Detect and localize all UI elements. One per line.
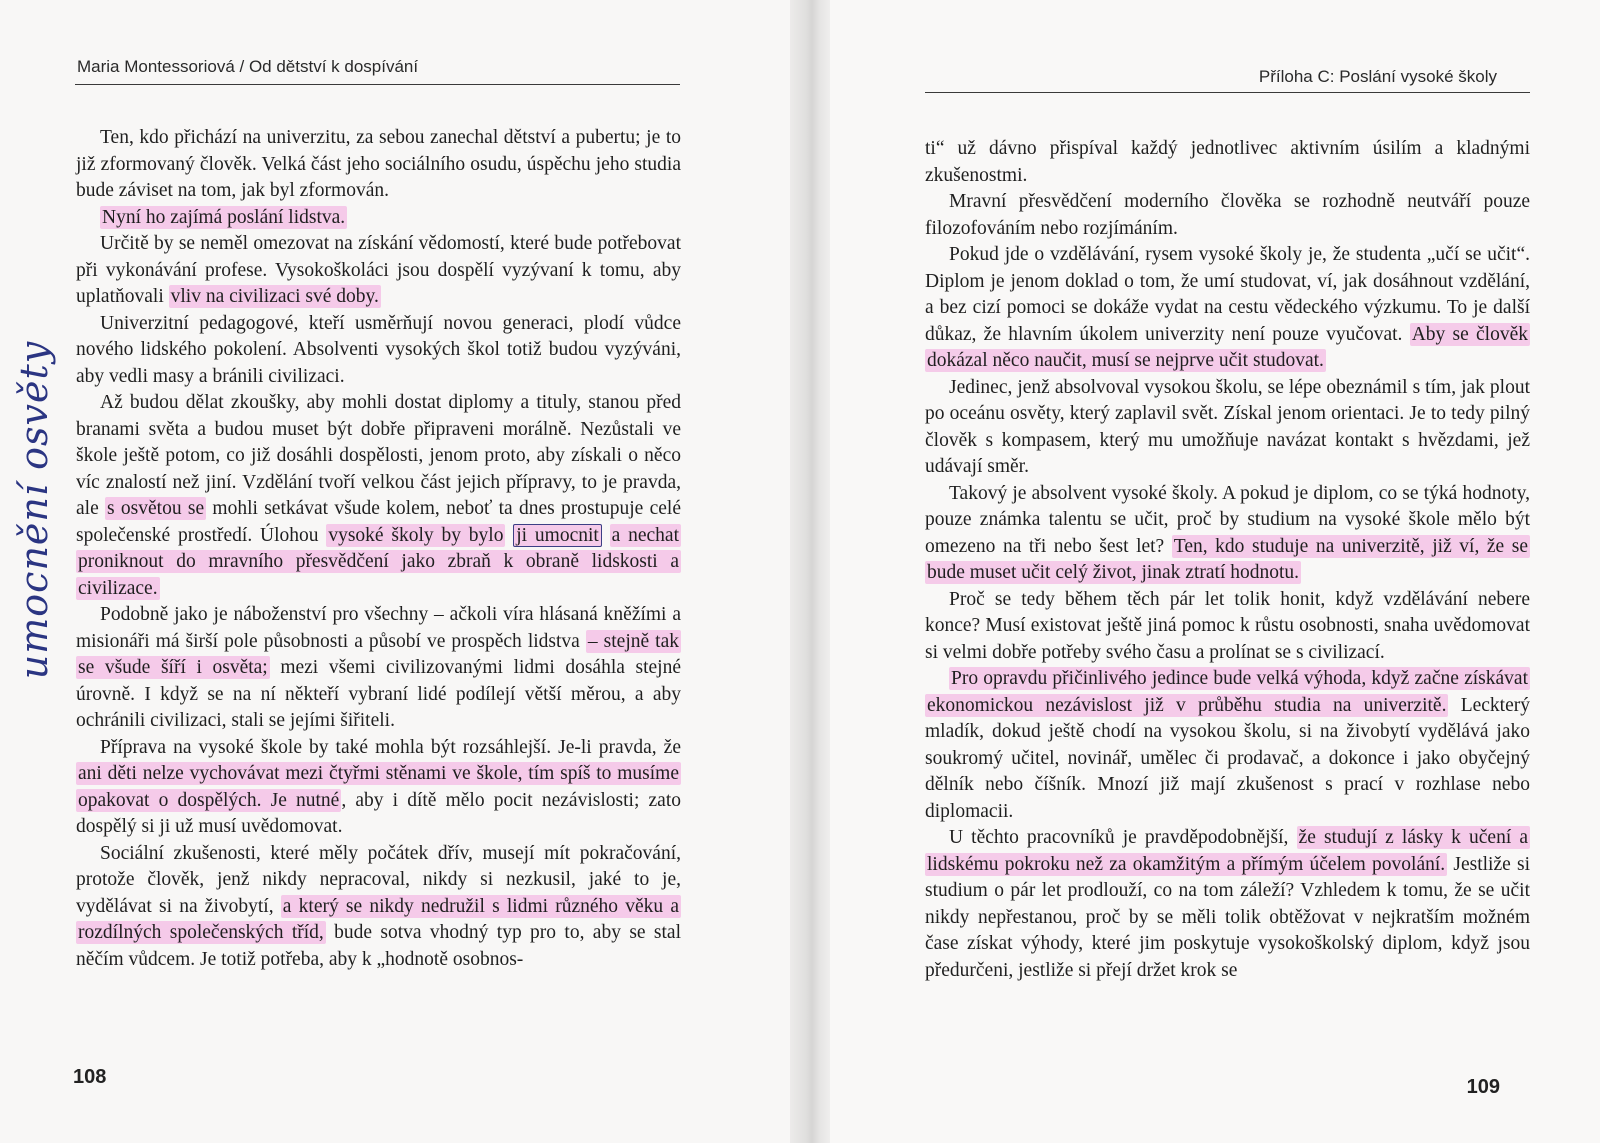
marginal-note-text: umocnění osvěty <box>12 340 56 680</box>
header-rule <box>75 84 680 85</box>
highlighted-text: a který se nikdy nedružil s lidmi různého věku a rozdílných společenských tříd, <box>78 895 679 943</box>
boxed-highlighted-text: ji umocnit <box>513 524 602 547</box>
highlighted-text: Ten, kdo studuje na univerzitě, již ví, že se bude muset učit celý život, jinak ztratí hodnotu. <box>927 535 1528 583</box>
paragraph: Příprava na vysoké škole by také mohla být rozsáhlejší. Je-li pravda, že ani děti nelze vychovávat mezi čtyřmi stěnami ve škole, tím spíš to musíme opakovat o dospělých. Je nutné , aby i dítě mělo pocit nezávislosti; zato dospělý si ji už musí uvědomovat. <box>76 736 681 837</box>
paragraph: Jedinec, jenž absolvoval vysokou školu, se lépe obeznámil s tím, jak plout po oceánu osvěty, který zaplavil svět. Získal jenom orientaci. Je to tedy pilný člověk s kompasem, který mu umožňuje navázat kontakt s hvězdami, jež udávají směr. <box>925 376 1530 477</box>
paragraph <box>76 205 681 232</box>
highlighted-text: s osvětou se <box>107 498 205 519</box>
paragraph: Proč se tedy během těch pár let tolik honit, když vzdělávání nebere konce? Musí existovat ještě jiná pomoc k růstu osobnosti, snaha uvědomovat si velmi dobře potřeby svého času a prolínat se s civilizací. <box>925 588 1530 663</box>
paragraph: Pokud jde o vzdělávání, rysem vysoké školy je, že studenta „učí se učit“. Diplom je jenom doklad o tom, že umí studovat, ví, jak dosáhnout vzdělání, a bez cizí pomoci se dokáže vydat na cestu vědeckého výzkumu. To je další důkaz, že hlavním úkolem univerzity není pouze vyučovat. Aby se člověk dokázal něco naučit, musí se nejprve učit studovat. <box>925 244 1530 371</box>
running-head: Maria Montessoriová / Od dětství k dospívání <box>77 57 419 76</box>
handwritten-marginal-note <box>4 340 64 680</box>
book-gutter <box>790 0 830 1143</box>
left-page <box>0 0 790 1143</box>
right-page <box>830 0 1600 1143</box>
highlighted-text: Pro opravdu přičinlivého jedince bude velká výhoda, když začne získávat ekonomickou nezávislost již v průběhu studia na univerzitě. <box>927 668 1528 716</box>
paragraph: Takový je absolvent vysoké školy. A pokud je diplom, co se týká hodnoty, pouze známka talentu se učit, proč by studium na vysoké škole mělo být omezeno na tři nebo šest let? Ten, kdo studuje na univerzitě, již ví, že se bude muset učit celý život, jinak ztratí hodnotu. <box>925 482 1530 583</box>
paragraph: Určitě by se neměl omezovat na získání vědomostí, které bude potřebovat při vykonávání profese. Vysokoškoláci jsou dospělí vyzývaní k tomu, aby uplatňovali vliv na civilizaci své doby. <box>76 233 681 307</box>
highlighted-text: ani děti nelze vychovávat mezi čtyřmi stěnami ve škole, tím spíš to musíme opakovat o dospělých. Je nutné <box>78 763 679 811</box>
highlighted-text: Nyní ho zajímá poslání lidstva. <box>102 206 346 228</box>
paragraph: Ten, kdo přichází na univerzitu, za sebou zanechal dětství a pubertu; je to již zformovaný člověk. Velká část jeho sociálního osudu, úspěchu jeho studia bude záviset na tom, jak byl zformován. <box>76 127 681 201</box>
highlighted-text: a nechat proniknout do mravního přesvědčení jako zbraň k obraně lidskosti a civilizace. <box>78 524 679 599</box>
paragraph: Pro opravdu přičinlivého jedince bude velká výhoda, když začne získávat ekonomickou nezávislost již v průběhu studia na univerzitě. Leckterý mladík, dokud ještě chodí na vysokou školu, si na živobytí vydělává jako soukromý učitel, novinář, umělec či prodavač, a dokonce i jako obyčejný dělník nebo číšník. Mnozí již mají zkušenost s prací v rozhlase nebo diplomacii. <box>925 668 1530 822</box>
right-page-body <box>925 136 1530 984</box>
paragraph: Sociální zkušenosti, které měly počátek dřív, musejí mít pokračování, protože člověk, jenž nikdy nepracoval, nikdy si nezkusil, jaké to je, vydělávat si na živobytí, a který se nikdy nedružil s lidmi různého věku a rozdílných společenských tříd, bude sotva vhodný typ pro to, aby se stal něčím vůdcem. Je totiž potřeba, aby k „hodnotě osobnos- <box>76 842 682 970</box>
paragraph: U těchto pracovníků je pravděpodobnější, že studují z lásky k učení a lidskému pokroku než za okamžitým a přímým účelem povolání. Jestliže si studium o pár let prodlouží, co na tom záleží? Vzhledem k tomu, že se učit nikdy nepřestanou, proč by se měli tolik obtěžovat v nejkratším možném čase získat výhody, které jim poskytuje vysokoškolský diplom, když jsou předurčeni, jestliže si přejí držet krok se <box>925 827 1530 981</box>
highlighted-text: vliv na civilizaci své doby. <box>170 286 379 307</box>
highlighted-text: – stejně tak se všude šíří i osvěta; <box>78 630 679 678</box>
paragraph: ti“ už dávno přispíval každý jednotlivec aktivním úsilím a kladnými zkušenostmi. <box>925 138 1530 186</box>
paragraph: Mravní přesvědčení moderního člověka se rozhodně neutváří pouze filozofováním nebo rozjímáním. <box>925 191 1530 239</box>
page-number: 109 <box>1466 1076 1500 1098</box>
paragraph: Až budou dělat zkoušky, aby mohli dostat diplomy a tituly, stanou před branami světa a budou muset být dobře připraveni morálně. Nezůstali ve škole ještě potom, co již dosáhli dospělosti, jenom proto, aby získali o něco víc znalostí než jiní. Vzdělání tvoří velkou část jejich přípravy, to je pravda, ale s osvětou se mohli setkávat všude kolem, neboť ta dnes prostupuje celé společenské prostředí. Úlohou vysoké školy by bylo ji umocnit a nechat proniknout do mravního přesvědčení jako zbraň k obraně lidskosti a civilizace. <box>76 392 681 599</box>
running-head: Příloha C: Poslání vysoké školy <box>1258 67 1497 86</box>
left-page-body <box>76 125 681 973</box>
header-rule <box>925 92 1530 93</box>
highlighted-text: že studují z lásky k učení a lidskému pokroku než za okamžitým a přímým účelem povolání. <box>927 827 1529 875</box>
highlighted-text: Aby se člověk dokázal něco naučit, musí se nejprve učit studovat. <box>927 323 1528 371</box>
page-number: 108 <box>73 1066 107 1088</box>
paragraph: Podobně jako je náboženství pro všechny – ačkoli víra hlásaná kněžími a misionáři má širší pole působnosti a působí ve prospěch lidstva – stejně tak se všude šíří i osvěta; mezi všemi civilizovanými lidmi dosáhla stejné úrovně. I když se na ní někteří vybraní lidé podílejí větší měrou, a aby ochránili civilizaci, stali se jejími šiřiteli. <box>76 604 681 731</box>
paragraph: Univerzitní pedagogové, kteří usměrňují novou generaci, plodí vůdce nového lidského pokolení. Absolventi vysokých škol totiž budou vyzýváni, aby vedli masy a bránili civilizaci. <box>76 312 681 387</box>
highlighted-text: vysoké školy by bylo <box>328 524 504 546</box>
